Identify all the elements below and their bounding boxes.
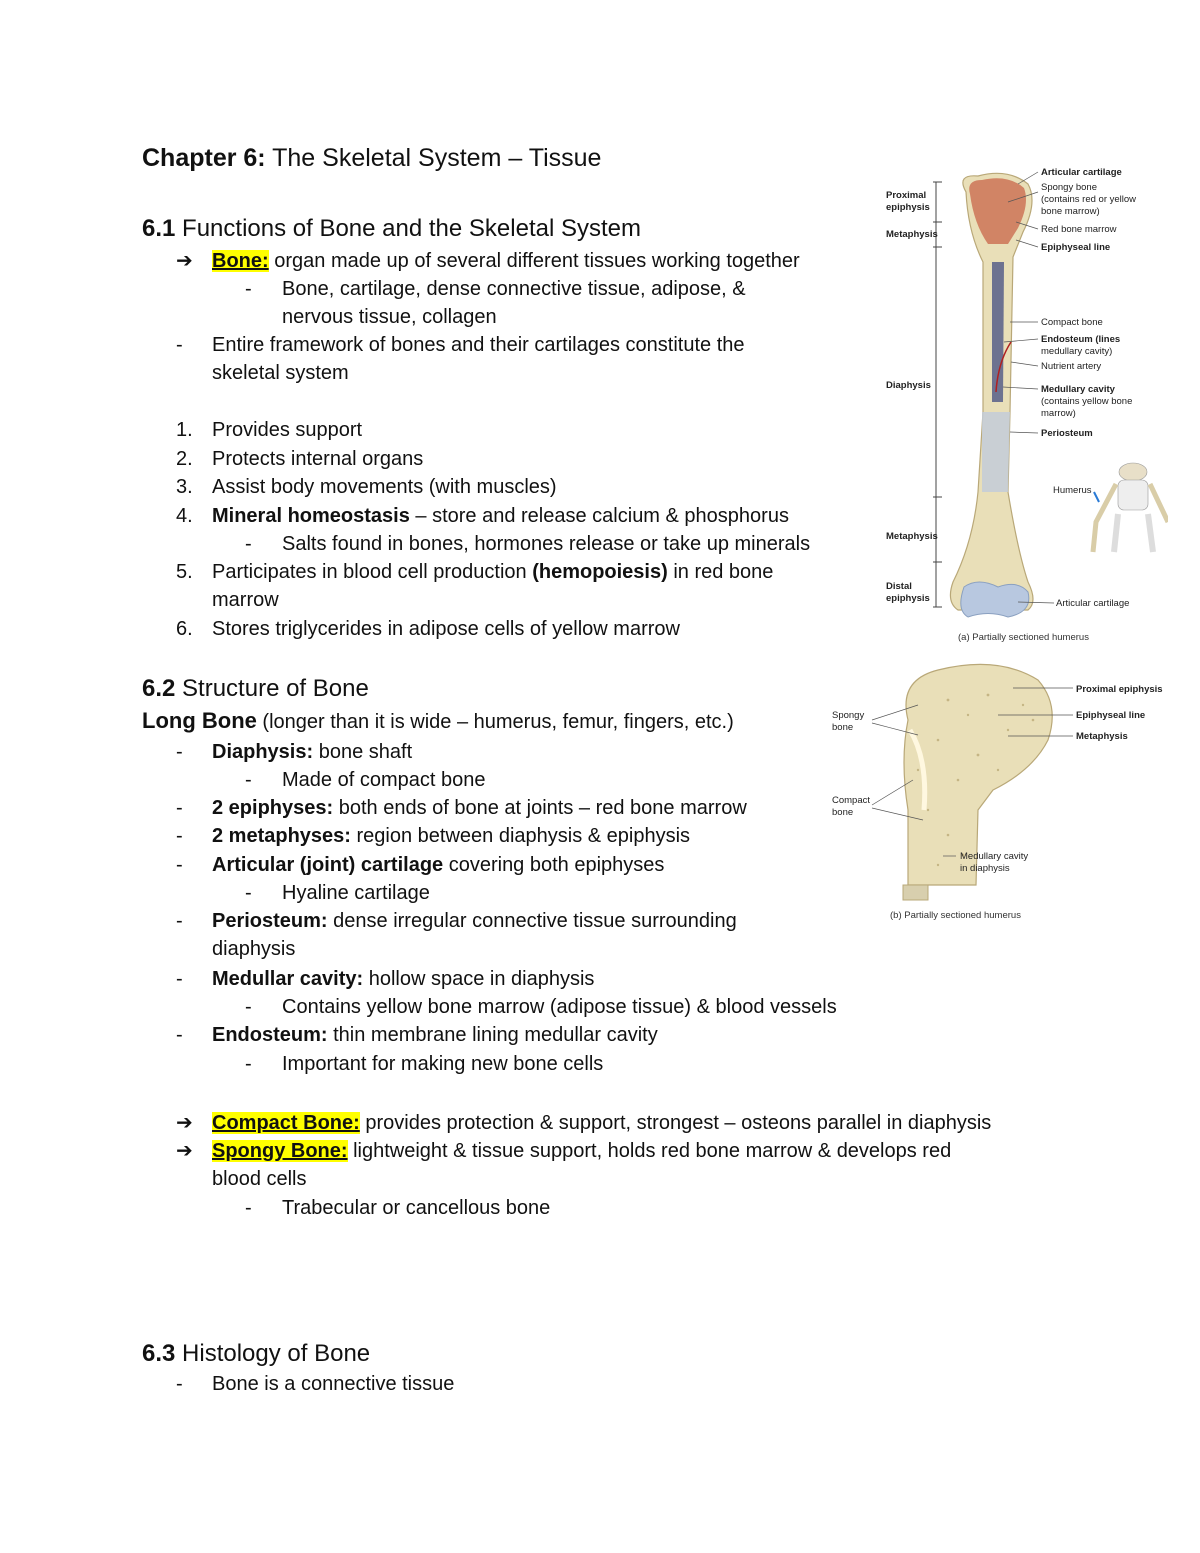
heading-text: Structure of Bone — [175, 675, 369, 702]
term-text: Participates in blood cell production — [212, 561, 533, 583]
compact-def: provides protection & support, strongest – osteons parallel in diaphysis — [359, 1112, 992, 1134]
list-number: 5. — [176, 561, 193, 583]
label-medullary-cavity-3: marrow) — [1041, 408, 1076, 419]
compact-term: Compact Bone: — [212, 1112, 360, 1134]
skeleton-inset — [1093, 463, 1168, 552]
label-articular-cartilage: Articular cartilage — [1041, 167, 1122, 178]
list-item — [212, 851, 664, 879]
label-metaphysis-distal: Metaphysis — [886, 531, 938, 542]
label-humerus: Humerus — [1053, 485, 1092, 496]
list-item — [212, 738, 412, 766]
term-text: covering both epiphyses — [443, 854, 665, 876]
spongy-bone-definition — [212, 1137, 951, 1165]
dash-bullet: - — [176, 910, 183, 932]
title-rest: The Skeletal System – Tissue — [265, 144, 602, 172]
label-compact-2: bone — [832, 807, 854, 818]
long-bone-line — [142, 707, 734, 736]
list-item: Hyaline cartilage — [282, 882, 430, 904]
list-item: Important for making new bone cells — [282, 1053, 604, 1075]
section-6-3-heading — [142, 1338, 370, 1370]
list-item: nervous tissue, collagen — [282, 306, 497, 328]
label-medullary-cavity-2: (contains yellow bone — [1041, 396, 1133, 407]
term-bold: Medullar cavity: — [212, 968, 364, 990]
term-text: thin membrane lining medullar cavity — [327, 1024, 658, 1046]
section-6-2-heading — [142, 673, 369, 705]
label-diaphysis: Diaphysis — [886, 380, 931, 391]
medullary-cavity-shape — [992, 262, 1004, 402]
list-item: Bone is a connective tissue — [212, 1373, 455, 1395]
list-item — [212, 822, 690, 850]
humerus-figure-a — [878, 162, 1168, 647]
humerus-figure-b — [828, 660, 1180, 925]
term-text: – store and release calcium & phosphorus — [409, 505, 789, 527]
title-bold: Chapter 6: — [142, 144, 266, 172]
bone-definition — [212, 247, 800, 275]
label-endosteum-2: medullary cavity) — [1041, 346, 1113, 357]
label-medullary-cavity-b: Medullary cavity — [960, 851, 1029, 862]
label-compact: Compact — [832, 795, 871, 806]
list-number: 6. — [176, 618, 193, 640]
distal-cartilage-shape — [961, 582, 1029, 617]
heading-number: 6.2 — [142, 675, 176, 702]
compact-bone-definition — [212, 1109, 991, 1137]
list-item: Assist body movements (with muscles) — [212, 476, 557, 498]
list-item: blood cells — [212, 1168, 307, 1190]
term-bold: Mineral homeostasis — [212, 505, 410, 527]
arrow-bullet-icon: ➔ — [176, 1140, 193, 1162]
label-spongy-bone-3: bone marrow) — [1041, 206, 1100, 217]
heading-number: 6.1 — [142, 215, 176, 242]
page-title — [142, 142, 601, 174]
dash-bullet: - — [245, 1197, 252, 1219]
dash-bullet: - — [176, 1024, 183, 1046]
cut-shaft — [903, 885, 928, 900]
list-item: Bone, cartilage, dense connective tissue, adipose, & — [282, 278, 746, 300]
term-bold: Articular (joint) cartilage — [212, 854, 444, 876]
list-item: Contains yellow bone marrow (adipose tissue) & blood vessels — [282, 996, 837, 1018]
bone-term: Bone: — [212, 250, 269, 272]
list-item: Stores triglycerides in adipose cells of yellow marrow — [212, 618, 680, 640]
dash-bullet: - — [245, 278, 252, 300]
list-number: 1. — [176, 419, 193, 441]
spongy-term: Spongy Bone: — [212, 1140, 348, 1162]
term-text: dense irregular connective tissue surrounding — [327, 910, 737, 932]
term-bold: 2 epiphyses: — [212, 797, 334, 819]
list-number: 4. — [176, 505, 193, 527]
term-bold: (hemopoiesis) — [532, 561, 668, 583]
label-red-bone-marrow: Red bone marrow — [1041, 224, 1117, 235]
label-distal-epiphysis: epiphysis — [886, 593, 930, 604]
heading-text: Functions of Bone and the Skeletal System — [175, 215, 641, 242]
label-distal: Distal — [886, 581, 912, 592]
label-proximal-epiphysis: Proximal epiphysis — [1076, 684, 1163, 695]
term-text: in red bone — [667, 561, 774, 583]
label-epiphyseal-line: Epiphyseal line — [1041, 242, 1111, 253]
periosteum-shape — [982, 412, 1010, 492]
arrow-bullet-icon: ➔ — [176, 250, 193, 272]
label-spongy-bone: Spongy bone — [1041, 182, 1097, 193]
list-item — [212, 965, 594, 993]
term-bold: Endosteum: — [212, 1024, 328, 1046]
term-text: bone shaft — [313, 741, 413, 763]
list-item: Trabecular or cancellous bone — [282, 1197, 551, 1219]
dash-bullet: - — [245, 533, 252, 555]
label-spongy-bone-2: (contains red or yellow — [1041, 194, 1137, 205]
bone-def: organ made up of several different tissues working together — [268, 250, 800, 272]
heading-text: Histology of Bone — [175, 1340, 371, 1367]
figure-a-caption: (a) Partially sectioned humerus — [958, 632, 1089, 643]
list-item: Provides support — [212, 419, 363, 441]
term-bold: 2 metaphyses: — [212, 825, 351, 847]
dash-bullet: - — [245, 996, 252, 1018]
list-number: 2. — [176, 448, 193, 470]
list-item: Made of compact bone — [282, 769, 486, 791]
label-spongy: Spongy — [832, 710, 865, 721]
label-epiphysis: epiphysis — [886, 202, 930, 213]
term-bold: Periosteum: — [212, 910, 328, 932]
list-item — [212, 502, 789, 530]
label-epiphyseal-line: Epiphyseal line — [1076, 710, 1146, 721]
list-item: Entire framework of bones and their cartilages constitute the — [212, 334, 745, 356]
figure-b-caption: (b) Partially sectioned humerus — [890, 910, 1021, 921]
label-medullary-cavity-b2: in diaphysis — [960, 863, 1010, 874]
dash-bullet: - — [245, 1053, 252, 1075]
long-bone-term: Long Bone — [142, 708, 257, 733]
term-text: both ends of bone at joints – red bone marrow — [333, 797, 747, 819]
dash-bullet: - — [176, 825, 183, 847]
list-number: 3. — [176, 476, 193, 498]
list-item: Salts found in bones, hormones release or take up minerals — [282, 533, 811, 555]
label-medullary-cavity: Medullary cavity — [1041, 384, 1115, 395]
list-item: marrow — [212, 589, 279, 611]
heading-number: 6.3 — [142, 1340, 176, 1367]
section-6-1-heading — [142, 213, 641, 245]
list-item — [212, 907, 737, 935]
dash-bullet: - — [245, 769, 252, 791]
long-bone-text: (longer than it is wide – humerus, femur, fingers, etc.) — [256, 711, 734, 733]
term-text: region between diaphysis & epiphysis — [350, 825, 691, 847]
label-compact-bone: Compact bone — [1041, 317, 1103, 328]
spongy-def: lightweight & tissue support, holds red bone marrow & develops red — [347, 1140, 952, 1162]
label-endosteum: Endosteum (lines — [1041, 334, 1121, 345]
label-metaphysis: Metaphysis — [1076, 731, 1128, 742]
label-articular-cartilage-distal: Articular cartilage — [1056, 598, 1130, 609]
term-text: hollow space in diaphysis — [363, 968, 595, 990]
label-spongy-2: bone — [832, 722, 854, 733]
term-bold: Diaphysis: — [212, 741, 314, 763]
list-item: diaphysis — [212, 938, 296, 960]
label-periosteum: Periosteum — [1041, 428, 1093, 439]
arrow-bullet-icon: ➔ — [176, 1112, 193, 1134]
label-nutrient-artery: Nutrient artery — [1041, 361, 1102, 372]
dash-bullet: - — [176, 854, 183, 876]
dash-bullet: - — [176, 797, 183, 819]
list-item: skeletal system — [212, 362, 349, 384]
dash-bullet: - — [176, 968, 183, 990]
dash-bullet: - — [176, 741, 183, 763]
dash-bullet: - — [176, 334, 183, 356]
label-proximal: Proximal — [886, 190, 927, 201]
dash-bullet: - — [245, 882, 252, 904]
list-item — [212, 1021, 658, 1049]
list-item: Protects internal organs — [212, 448, 424, 470]
label-metaphysis: Metaphysis — [886, 229, 938, 240]
dash-bullet: - — [176, 1373, 183, 1395]
list-item — [212, 794, 747, 822]
list-item — [212, 558, 773, 586]
